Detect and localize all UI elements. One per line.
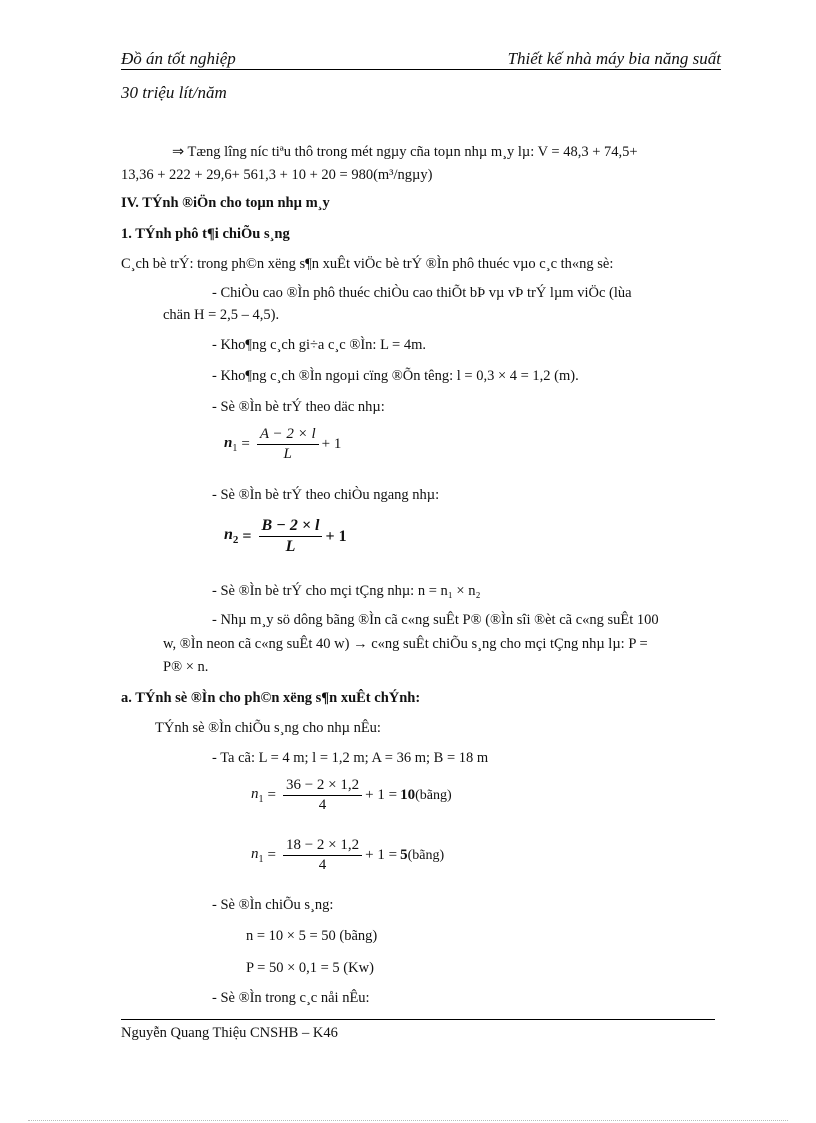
text-line-8: - Sè ®Ìn bè trÝ theo chiÒu ngang nhµ:	[212, 487, 440, 503]
header-rule	[121, 69, 721, 70]
text-line-11: TÝnh sè ®Ìn chiÕu s¸ng cho nhµ nÊu:	[155, 720, 381, 736]
formula-lhs: $n_1$	[224, 435, 238, 454]
footer-rule	[121, 1019, 715, 1020]
text-line-2: 13,36 + 222 + 29,6+ 561,3 + 10 + 20 = 980(m³/ngµy)	[121, 167, 433, 183]
formula-lhs: $n_1$	[251, 786, 264, 805]
text-line-4a: - ChiÒu cao ®Ìn phô thuéc chiÒu cao thiÕt bÞ vµ vÞ trÝ lµm viÖc (lùa	[212, 285, 632, 301]
text-line-12: - Ta cã: L = 4 m; l = 1,2 m; A = 36 m; B = 18 m	[212, 750, 489, 766]
text-line-3: C¸ch bè trÝ: trong ph©n xëng s¶n xuÊt viÖc bè trÝ ®Ìn phô thuéc vµo c¸c th«ng sè:	[121, 256, 614, 272]
text-line-7: - Sè ®Ìn bè trÝ theo däc nhµ:	[212, 399, 385, 415]
text-line-10c: P® × n.	[163, 659, 209, 675]
text-line-10a: - Nhµ m¸y sö dông bãng ®Ìn cã c«ng suÊt P® (®Ìn sîi ®èt cã c«ng suÊt 100	[212, 612, 659, 628]
text-line-5: - Kho¶ng c¸ch gi÷a c¸c ®Ìn: L = 4m.	[212, 337, 426, 353]
section-heading-a: a. TÝnh sè ®Ìn cho ph©n xëng s¶n xuÊt chÝnh:	[121, 690, 421, 706]
formula-fraction: $\frac{36 - 2 \times 1,2}{4}$	[283, 777, 362, 814]
text-line-4b: chän H = 2,5 – 4,5).	[163, 307, 280, 323]
formula-n1-value: $n_1$ = $\frac{36 - 2 \times 1,2}{4}$ + 1 = 10 (bãng)	[251, 777, 452, 813]
text-line-13: - Sè ®Ìn chiÕu s¸ng:	[212, 897, 334, 913]
header-right: Thiết kế nhà máy bia năng suất	[507, 49, 721, 68]
formula-fraction: $\frac{A - 2 \times l}{L}$	[257, 426, 319, 463]
section-heading-1: 1. TÝnh phô t¶i chiÕu s¸ng	[121, 226, 290, 242]
text-line-15: P = 50 × 0,1 = 5 (Kw)	[246, 960, 374, 976]
formula-n2-general: $n_2$ = $\frac{B - 2 \times l}{L}$ + 1	[224, 517, 347, 555]
footer-text: Nguyễn Quang Thiệu CNSHB – K46	[121, 1025, 338, 1041]
text-line-14: n = 10 × 5 = 50 (bãng)	[246, 928, 378, 944]
header-left: Đồ án tốt nghiệp	[121, 49, 236, 68]
text-line-9: - Sè ®Ìn bè trÝ cho mçi tÇng nhµ: n = n₁ × n₂	[212, 583, 481, 599]
section-heading-iv: IV. TÝnh ®iÖn cho toµn nhµ m¸y	[121, 195, 330, 211]
header-continued: 30 triệu lít/năm	[121, 83, 227, 102]
formula-lhs: $n_1$	[251, 846, 264, 865]
text-line-6: - Kho¶ng c¸ch ®Ìn ngoµi cïng ®Õn têng: l = 0,3 × 4 = 1,2 (m).	[212, 368, 579, 384]
text-line-10b: w, ®Ìn neon cã c«ng suÊt 40 w) → c«ng suÊt chiÕu s¸ng cho mçi tÇng nhµ lµ: P =	[163, 636, 648, 652]
formula-fraction: $\frac{B - 2 \times l}{L}$	[259, 517, 323, 556]
formula-fraction: $\frac{18 - 2 \times 1,2}{4}$	[283, 837, 362, 874]
formula-lhs: $n_2$	[224, 526, 239, 547]
page-bottom-edge	[28, 1120, 788, 1121]
text-line-16: - Sè ®Ìn trong c¸c nåi nÊu:	[212, 990, 370, 1006]
formula-n1-general: $n_1$ = $\frac{A - 2 \times l}{L}$ + 1	[224, 426, 342, 462]
formula-n2-value: $n_1$ = $\frac{18 - 2 \times 1,2}{4}$ + 1 = 5 (bãng)	[251, 837, 445, 873]
text-line-1: ⇒ Tæng lîng níc tiªu thô trong mét ngµy cña toµn nhµ m¸y lµ: V = 48,3 + 74,5+	[172, 144, 638, 160]
